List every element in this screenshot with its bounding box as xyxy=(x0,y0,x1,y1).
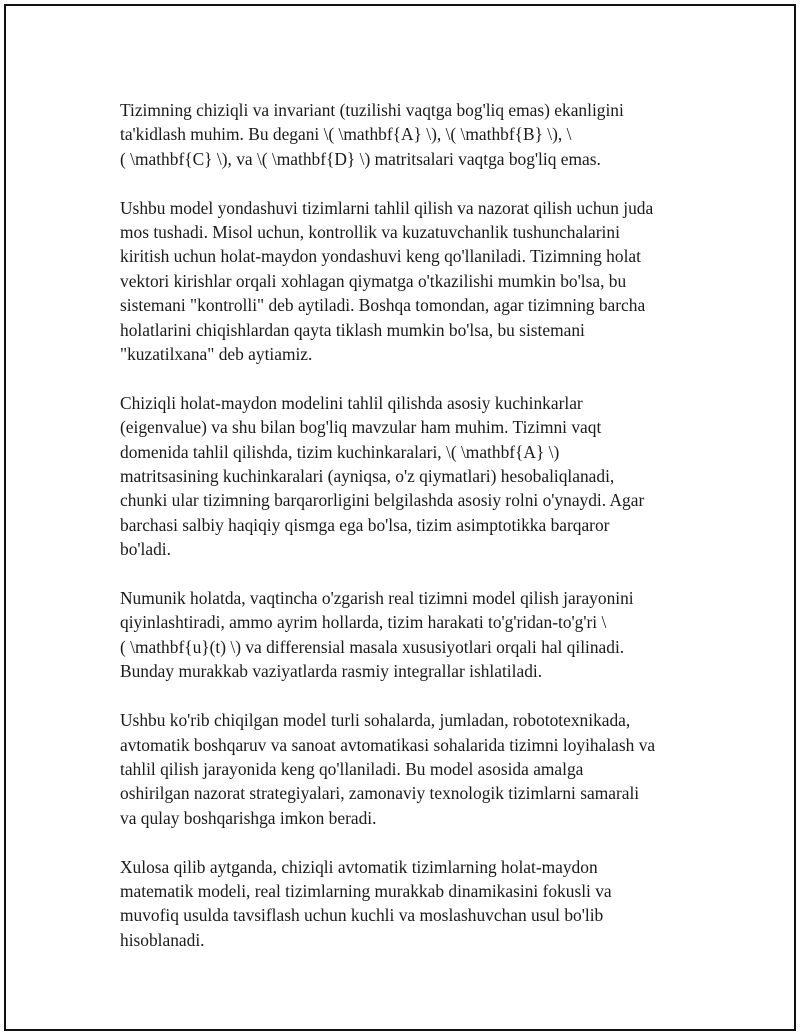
paragraph-1: Tizimning chiziqli va invariant (tuzilishi vaqtga bog'liq emas) ekanligini ta'kidlash muhim. Bu degani \( \mathbf{A} \), \( \mathbf{B} \), \ ( \mathbf{C} \), va \( \mathbf{D} \) matritsalari vaqtga bog'liq emas. xyxy=(120,100,624,169)
page-frame xyxy=(4,4,796,1031)
paragraph-3: Chiziqli holat-maydon modelini tahlil qilishda asosiy kuchinkarlar (eigenvalue) va shu bilan bog'liq mavzular ham muhim. Tizimni vaqt domenida tahlil qilishda, tizim kuchinkaralari, \( \mathbf{A} \) matritsasining kuchinkaralari (ayniqsa, o'z qiymatlari) hesobaliqlanadi, chunki ular tizimning barqarorligini belgilashda asosiy rolni o'ynaydi. Agar barchasi salbiy haqiqiy qismga ega bo'lsa, tizim asimptotikka barqaror bo'ladi. xyxy=(120,392,645,560)
document-body xyxy=(120,98,692,952)
paragraph-5: Ushbu ko'rib chiqilgan model turli sohalarda, jumladan, robototexnikada, avtomatik boshqaruv va sanoat avtomatikasi sohalarida tizimni loyihalash va tahlil qilish jarayonida keng qo'llaniladi. Bu model asosida amalga oshirilgan nazorat strategiyalari, zamonaviy texnologik tizimlarni samarali va qulay boshqarishga imkon beradi. xyxy=(120,710,656,828)
paragraph-2: Ushbu model yondashuvi tizimlarni tahlil qilish va nazorat qilish uchun juda mos tushadi. Misol uchun, kontrollik va kuzatuvchanlik tushunchalarini kiritish uchun holat-maydon yondashuvi keng qo'llaniladi. Tizimning holat vektori kirishlar orqali xohlagan qiymatga o'tkazilishi mumkin bo'lsa, bu sistemani "kontrolli" deb aytiladi. Boshqa tomondan, agar tizimning barcha holatlarini chiqishlardan qayta tiklash mumkin bo'lsa, bu sistemani "kuzatilxana" deb aytiamiz. xyxy=(120,197,654,365)
paragraph-6: Xulosa qilib aytganda, chiziqli avtomatik tizimlarning holat-maydon matematik modeli, real tizimlarning murakkab dinamikasini fokusli va muvofiq usulda tavsiflash uchun kuchli va moslashuvchan usul bo'lib hisoblanadi. xyxy=(120,856,612,950)
paragraph-4: Numunik holatda, vaqtincha o'zgarish real tizimni model qilish jarayonini qiyinlashtiradi, ammo ayrim hollarda, tizim harakati to'g'ridan-to'g'ri \ ( \mathbf{u}(t) \) va differensial masala xususiyotlari orqali hal qilinadi. Bunday murakkab vaziyatlarda rasmiy integrallar ishlatiladi. xyxy=(120,588,634,682)
